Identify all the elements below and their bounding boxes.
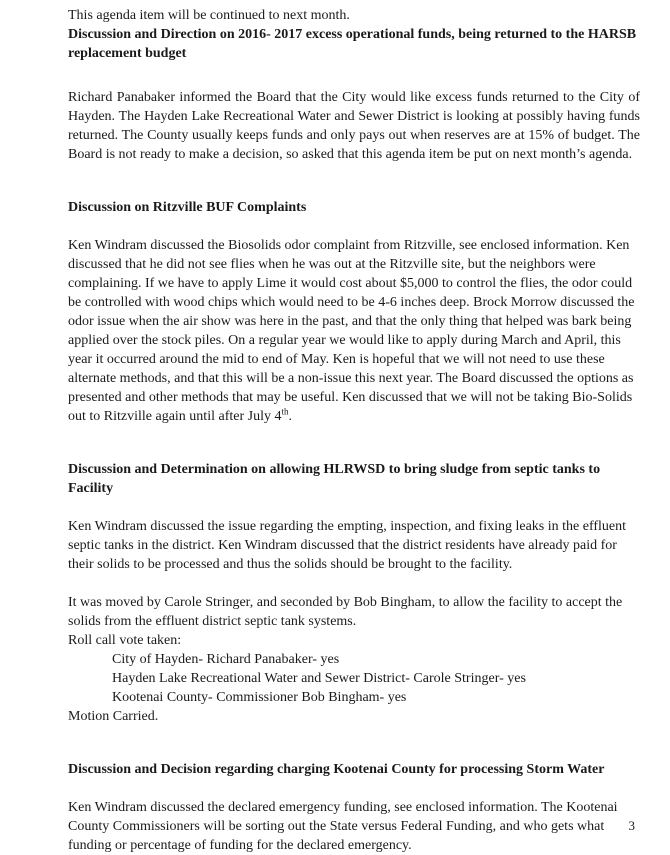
vote-item: Hayden Lake Recreational Water and Sewer District- Carole Stringer- yes xyxy=(112,671,526,686)
motion-result: Motion Carried. xyxy=(68,709,159,724)
section-sludge-septic xyxy=(68,460,640,726)
roll-call-label: Roll call vote taken: xyxy=(68,633,182,648)
motion-text: It was moved by Carole Stringer, and seconded by Bob Bingham, to allow the facility to accept the solids from the effluent district septic tank systems. xyxy=(68,595,623,629)
vote-item: Kootenai County- Commissioner Bob Bingham- yes xyxy=(112,690,407,705)
section-body: Richard Panabaker informed the Board that the City would like excess funds returned to the City of Hayden. The Hayden Lake Recreational Water and Sewer District is looking at possibly having funds returned. The County usually keeps funds and only pays out when reserves are at 15% of budget. The Board is not ready to make a decision, so asked that this agenda item be put on next month’s agenda. xyxy=(68,90,640,162)
section-body-end: . xyxy=(288,409,292,424)
section-body: Ken Windram discussed the declared emergency funding, see enclosed information. The Kootenai County Commissioners will be sorting out the State versus Federal Funding, and who gets what funding or percentage of funding for the declared emergency. xyxy=(68,800,618,853)
vote-item: City of Hayden- Richard Panabaker- yes xyxy=(112,652,340,667)
section-body-text: Ken Windram discussed the Biosolids odor complaint from Ritzville, see enclosed information. Ken discussed that he did not see flies when he was out at the Ritzville site, but the neighbors were complaining. If we have to apply Lime it would cost about $5,000 to control the flies, the odor could be controlled with wood chips which would need to be 4-6 inches deep. Brock Morrow discussed the odor issue when the air show was here in the past, and that the only thing that helped was bark being applied over the stock piles. On a regular year we would like to apply during March and April, this year it occurred around the mid to end of May. Ken is hopeful that we will not need to use these alternate methods, and that this will be a non-issue this next year. The Board discussed the options as presented and other methods that may be useful. Ken discussed that we will not be taking Bio-Solids out to Ritzville again until after July 4 xyxy=(68,238,635,424)
section-excess-funds xyxy=(68,25,640,164)
section-heading: Discussion on Ritzville BUF Complaints xyxy=(68,200,307,215)
section-body xyxy=(68,236,640,426)
section-heading: Discussion and Determination on allowing HLRWSD to bring sludge from septic tanks to Facility xyxy=(68,462,601,496)
document-page xyxy=(68,6,640,855)
section-storm-water xyxy=(68,760,640,855)
continued-note: This agenda item will be continued to next month. xyxy=(68,8,350,23)
section-body: Ken Windram discussed the issue regarding the empting, inspection, and fixing leaks in the effluent septic tanks in the district. Ken Windram discussed that the district residents have already paid for their solids to be processed and thus the solids should be brought to the facility. xyxy=(68,519,627,572)
vote-list xyxy=(68,650,640,707)
section-ritzville-complaints xyxy=(68,198,640,426)
page-number: 3 xyxy=(628,818,635,833)
ordinal-suffix: th xyxy=(281,406,289,417)
section-heading: Discussion and Decision regarding charging Kootenai County for processing Storm Water xyxy=(68,762,605,777)
section-heading: Discussion and Direction on 2016- 2017 excess operational funds, being returned to the HARSB replacement budget xyxy=(68,27,637,61)
